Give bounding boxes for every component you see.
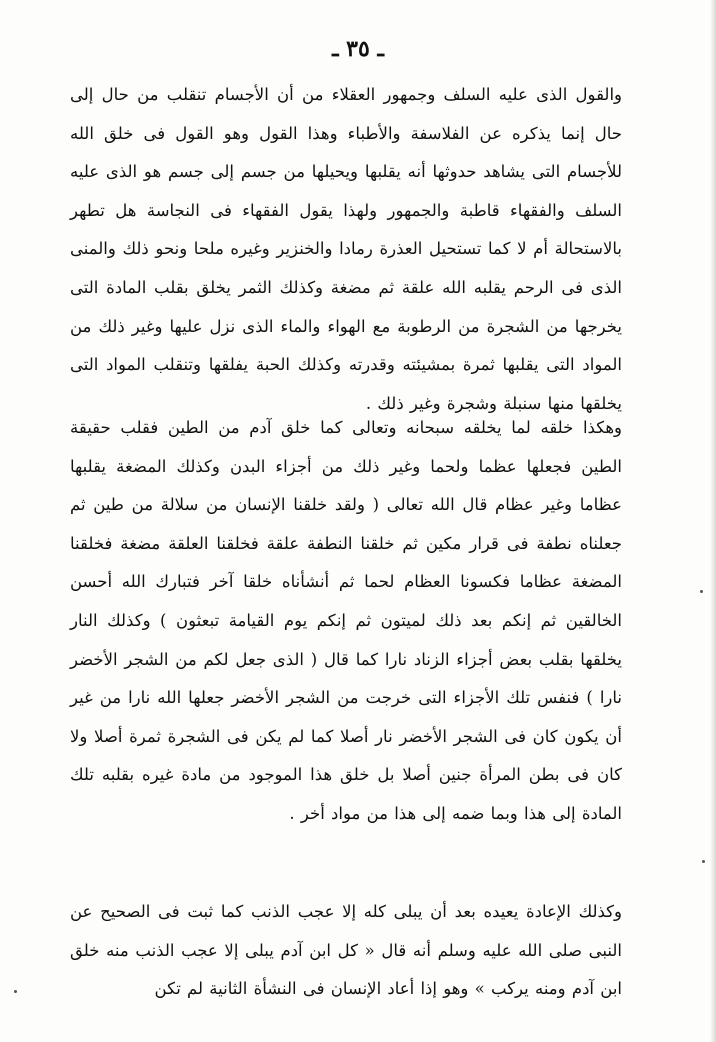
paragraph-1-text: والقول الذى عليه السلف وجمهور العقلاء من أن الأجسام تنقلب من حال إلى حال إنما يذكره عن الفلاسفة والأطباء وهذا القول وهو القول فى خلق الله للأجسام التى يشاهد حدوثها أنه يقلبها ويحيلها من جسم إلى جسم هو الذى عليه السلف والفقهاء قاطبة والجمهور ولهذا يقول الفقهاء فى النجاسة هل تطهر بالاستحالة أم لا كما تستحيل العذرة رمادا والخنزير وغيره ملحا ونحو ذلك والمنى الذى فى الرحم يقلبه الله علقة ثم مضغة وكذلك الثمر يخلق بقلب المادة التى يخرجها من الشجرة من الرطوبة مع الهواء والماء الذى نزل عليها وغير ذلك من المواد التى يقلبها ثمرة بمشيئته وقدرته وكذلك الحبة يفلقها وتنقلب المواد التى يخلقها منها سنبلة وشجرة وغير ذلك . (70, 85, 622, 413)
paragraph-2-text: وهكذا خلقه لما يخلقه سبحانه وتعالى كما خلق آدم من الطين فقلب حقيقة الطين فجعلها عظما ولحما وغير ذلك من أجزاء البدن وكذلك المضغة يقلبها عظاما وغير عظام قال الله تعالى ( ولقد خلقنا الإنسان من سلالة من طين ثم جعلناه نطفة فى قرار مكين ثم خلقنا النطفة علقة فخلقنا العلقة مضغة فخلقنا المضغة عظاما فكسونا العظام لحما ثم أنشأناه خلقا آخر فتبارك الله أحسن الخالقين ثم إنكم بعد ذلك لميتون ثم إنكم يوم القيامة تبعثون ) وكذلك النار يخلقها بقلب بعض أجزاء الزناد نارا كما قال ( الذى جعل لكم من الشجر الأخضر نارا ) فنفس تلك الأجزاء التى خرجت من الشجر الأخضر جعلها الله نارا من غير أن يكون كان فى الشجر الأخضر نار أصلا كما لم يكن فى الشجرة ثمرة أصلا ولا كان فى بطن المرأة جنين أصلا بل خلق هذا الموجود من مادة غيره بقلبه تلك المادة إلى هذا وبما ضمه إلى هذا من مواد أخر . (70, 418, 622, 823)
paragraph-3-text: وكذلك الإعادة يعيده بعد أن يبلى كله إلا عجب الذنب كما ثبت فى الصحيح عن النبى صلى الله عليه وسلم أنه قال « كل ابن آدم يبلى إلا عجب الذنب منه خلق ابن آدم ومنه يركب » وهو إذا أعاد الإنسان فى النشأة الثانية لم تكن (70, 902, 622, 999)
paragraph-3 (70, 893, 622, 1009)
page-edge-shadow (710, 0, 716, 1042)
paragraph-1 (70, 76, 622, 423)
paragraph-2 (70, 409, 622, 834)
scan-speck (700, 590, 703, 593)
page-number: ـ ٣٥ ـ (332, 36, 384, 62)
scan-speck (14, 990, 17, 993)
scan-speck (702, 860, 705, 863)
